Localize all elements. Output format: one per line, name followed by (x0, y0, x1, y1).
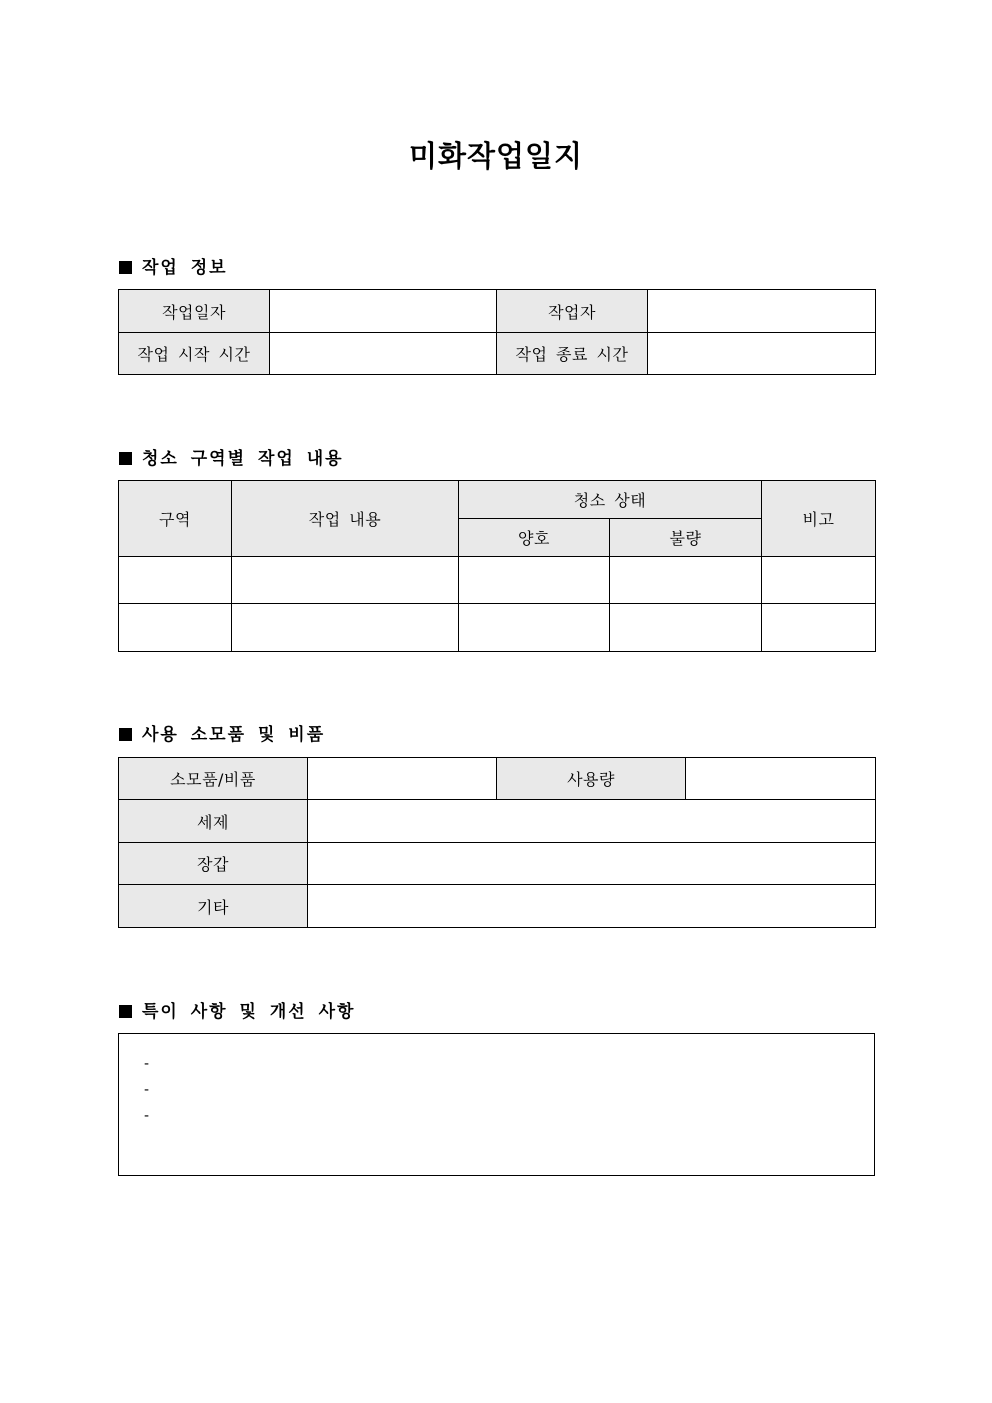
section-heading-text: 특이 사항 및 개선 사항 (142, 1002, 356, 1022)
status-good-header: 양호 (459, 519, 610, 557)
start-time-field[interactable] (270, 333, 497, 375)
notes-line: - (144, 1082, 150, 1098)
page-title: 미화작업일지 (408, 139, 584, 173)
end-time-label: 작업 종료 시간 (497, 333, 648, 375)
status-good-cell[interactable] (459, 557, 610, 604)
detergent-field[interactable] (308, 800, 876, 843)
usage-amount-field[interactable] (686, 758, 876, 800)
section-heading-notes (119, 997, 355, 1022)
table-row (119, 604, 876, 652)
work-content-header: 작업 내용 (232, 481, 459, 557)
section-heading-supplies (119, 720, 325, 745)
square-bullet-icon (119, 728, 132, 741)
zone-work-table (118, 480, 876, 652)
start-time-label: 작업 시작 시간 (119, 333, 270, 375)
status-good-cell[interactable] (459, 604, 610, 652)
notes-line: - (144, 1056, 150, 1072)
zone-header: 구역 (119, 481, 232, 557)
square-bullet-icon (119, 1005, 132, 1018)
square-bullet-icon (119, 261, 132, 274)
cleaning-status-header: 청소 상태 (459, 481, 762, 519)
zone-cell[interactable] (119, 557, 232, 604)
work-date-field[interactable] (270, 290, 497, 333)
section-heading-work-info (119, 253, 228, 278)
section-heading-text: 사용 소모품 및 비품 (142, 725, 326, 745)
supplies-table (118, 757, 876, 928)
notes-line: - (144, 1108, 150, 1124)
status-bad-header: 불량 (610, 519, 762, 557)
worker-label: 작업자 (497, 290, 648, 333)
work-content-cell[interactable] (232, 557, 459, 604)
table-row (119, 557, 876, 604)
remarks-cell[interactable] (762, 557, 876, 604)
section-heading-zone-work (119, 444, 344, 469)
end-time-field[interactable] (648, 333, 876, 375)
zone-cell[interactable] (119, 604, 232, 652)
supply-item-field[interactable] (308, 758, 497, 800)
other-supplies-label: 기타 (119, 885, 308, 928)
gloves-label: 장갑 (119, 843, 308, 885)
work-info-table (118, 289, 876, 375)
usage-amount-label: 사용량 (497, 758, 686, 800)
other-supplies-field[interactable] (308, 885, 876, 928)
square-bullet-icon (119, 452, 132, 465)
section-heading-text: 청소 구역별 작업 내용 (142, 449, 344, 469)
worker-field[interactable] (648, 290, 876, 333)
work-date-label: 작업일자 (119, 290, 270, 333)
detergent-label: 세제 (119, 800, 308, 843)
gloves-field[interactable] (308, 843, 876, 885)
status-bad-cell[interactable] (610, 557, 762, 604)
section-heading-text: 작업 정보 (142, 258, 228, 278)
work-content-cell[interactable] (232, 604, 459, 652)
status-bad-cell[interactable] (610, 604, 762, 652)
notes-box[interactable] (118, 1033, 875, 1176)
supply-item-label: 소모품/비품 (119, 758, 308, 800)
remarks-cell[interactable] (762, 604, 876, 652)
remarks-header: 비고 (762, 481, 876, 557)
